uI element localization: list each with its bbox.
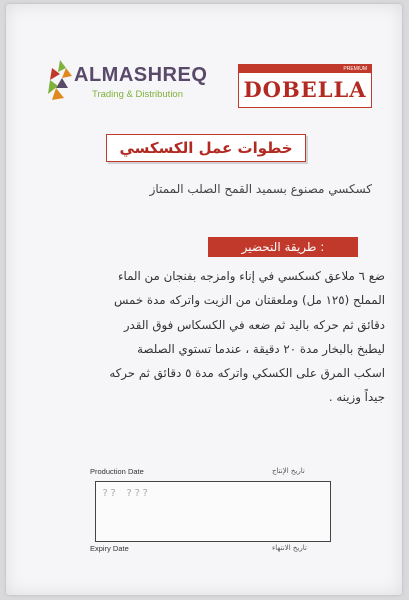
- preparation-label: طريقة التحضير :: [208, 237, 358, 257]
- almashreq-logo: [46, 56, 226, 116]
- page-title: خطوات عمل الكسكسي: [106, 134, 306, 162]
- dobella-logo: [238, 64, 372, 108]
- almashreq-leaf-icon: [46, 58, 76, 104]
- expiry-date-label: Expiry Date: [90, 544, 129, 553]
- dobella-tag: PREMIUM: [343, 66, 367, 72]
- dobella-name: DOBELLA: [243, 77, 367, 102]
- instruction-line: ضع ٦ ملاعق كسكسي في إناء وامزجه بفنجان من الماء: [117, 269, 385, 283]
- almashreq-name: ALMASHREQ: [74, 64, 208, 86]
- instruction-line: جيداً وزينه .: [328, 390, 385, 405]
- instruction-line: المملح (١٢٥ مل) وملعقتان من الزيت واتركه مدة خمس: [113, 293, 385, 308]
- instruction-line: دقائق ثم حركه باليد ثم ضعه في الكسكاس فوق القدر: [123, 317, 385, 332]
- production-date-label-ar: تاريخ الإنتاج: [272, 467, 305, 475]
- expiry-date-label-ar: تاريخ الانتهاء: [272, 544, 307, 552]
- dobella-banner: [239, 65, 371, 73]
- instructions-text: [40, 264, 385, 410]
- product-subtitle: كسكسي مصنوع بسميد القمح الصلب الممتاز: [149, 182, 372, 196]
- date-box: [95, 481, 331, 542]
- instruction-line: اسكب المرق على الكسكي واتركه مدة ٥ دقائق ثم حركه: [109, 366, 385, 381]
- instruction-line: ليطبخ بالبخار مدة ٢٠ دقيقة ، عندما تستوي الصلصة: [137, 341, 385, 356]
- date-stamp: ?? ???: [102, 488, 151, 499]
- package-face: [6, 4, 402, 595]
- production-date-label: Production Date: [90, 467, 144, 476]
- almashreq-subtitle: Trading & Distribution: [92, 89, 183, 100]
